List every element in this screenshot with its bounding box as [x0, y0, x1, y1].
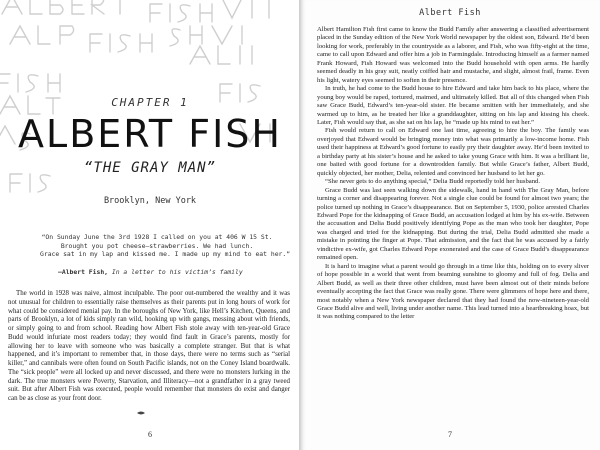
running-head: Albert Fish — [419, 8, 481, 18]
epigraph-line: Brought you pot cheese—strawberries. We had lunch. — [60, 241, 254, 250]
attribution-source: In a letter to his victim’s family — [108, 268, 243, 276]
section-end-mark — [136, 410, 146, 416]
chapter-title: ALBERT FISH — [18, 112, 282, 156]
chapter-subtitle: “THE GRAY MAN” — [83, 160, 216, 176]
epigraph — [40, 233, 291, 259]
paragraph: “She never gets to do anything special,” Delia Budd reportedly told her husband. — [325, 178, 541, 186]
paragraph: In truth, he had come to the Budd house to hire Edward and take him back to his place, where the young boy would be raped, tortured, maimed, and ultimately killed. But all of this changed when Fish saw Grace Budd, Edward’s ten-year-old sister. He became smitten with her immediately, and she warmed up to him, as he treated her like a granddaughter, sitting on his lap and kissing his cheek. Later, Fish would say that, as she sat on his lap, he “made up his mind to eat her.” — [317, 85, 589, 126]
epigraph-line: “On Sunday June the 3rd 1928 I called on you at 406 W 15 St. — [41, 233, 273, 241]
paragraph: It is hard to imagine what a parent would go through in a time like this, holding on to every sliver of hope possible in a world that went from beaming sunshine to gloomy and full of fog. Delia and Albert Budd, as well as their three other children, must have been almost out of their minds before eventually accepting the fact that Grace was really gone. There were glimmers of hope here and there, most notably when a New York newspaper declared that they had found the now-nineteen-year-old Grace Budd alive and well, living under another name. This lead turned into a heartbreaking hoax, but it was nothing compared to the letter — [317, 262, 589, 321]
paragraph: Grace Budd was last seen walking down the sidewalk, hand in hand with The Gray Man, before turning a corner and disappearing forever. Not a single clue could be found for almost two years; the police turned up nothing in Grace’s disappearance. But on September 5, 1930, police arrested Charles Edward Pope for the kidnapping of Grace Budd, an accusation lodged at him by his ex-wife. Between the accusation and Delia Budd positively identifying Pope as the man who took her daughter, Pope was charged and tried for the kidnapping. But during the trial, Delia Budd admitted she made a mistake in pointing the finger at Pope. That admission, and the fact that he was accused by a fairly vindictive ex-wife, got Charles Edward Pope exonerated and the case of Grace Budd’s disappearance remained open. — [317, 186, 589, 262]
epigraph-line: Grace sat in my lap and kissed me. I made up my mind to eat her.” — [40, 250, 291, 259]
chapter-location: Brooklyn, New York — [103, 196, 197, 206]
left-body-text — [8, 290, 290, 404]
attribution-name: —Albert Fish, — [58, 268, 109, 276]
paragraph: Fish would return to call on Edward one last time, agreeing to hire the boy. The family was overjoyed that Edward would be bringing money into what was primarily a low-income home. Fish used their happiness at Edward’s good fortune to easily pry their daughter away. He’d been invited to a birthday party at his sister’s house and he asked to take young Grace with him. It was a brilliant lie, one baited with good fortune for a downtrodden family. But while Grace’s father, Albert Budd, quickly objected, her mother, Delia, relented and convinced her husband to let her go. — [317, 127, 589, 177]
paragraph: Albert Hamilton Fish first came to know the Budd Family after answering a classified advertisement placed in the Sunday edition of the New York World newspaper by the oldest son, Edward. He’d been looking for work, preferably in the countryside as a laborer, and Fish, who was fifty-eight at the time, came to call upon Edward and offer him a job in Farmingdale. Introducing himself as a farmer named Frank Howard, Fish Howard was welcomed into the Budd household with open arms. He hardly seemed deadly in his gray suit, neatly coiffed hair and mustache, and slight, almost frail, frame. Even his light, watery eyes seemed to soften in their presence. — [317, 26, 589, 84]
epigraph-attribution — [58, 268, 288, 276]
page-number: 7 — [448, 430, 452, 439]
right-page — [300, 0, 600, 450]
right-body-text — [317, 26, 589, 322]
page-number: 6 — [148, 430, 152, 439]
chapter-label: CHAPTER 1 — [111, 96, 189, 109]
paragraph: The world in 1928 was naive, almost inculpable. The poor out-numbered the wealthy and it was not unusual for children to essentially raise themselves as their parents put in long hours of work for what could be considered menial pay. In the boroughs of New York, like Hell’s Kitchen, Queens, and parts of Brooklyn, a lot of kids simply ran wild, hooking up with gangs, messing about with friends, or simply going to and from school. Reading how Albert Fish stole away with ten-year-old Grace Budd would infuriate most readers today; they would find fault in Grace’s parents, mostly for allowing her to leave with someone who was basically a complete stranger. But that is what happened, and it’s important to remember that, in those days, there were no terms such as “serial killer,” and cannibals were often found on South Pacific islands, not on the Coney Island boardwalk. The “sick people” were all locked up and never discussed, and there were no monsters lurking in the dark. The true monsters were Poverty, Starvation, and Illiteracy—not a grandfather in a gray tweed suit. But after Albert Fish was executed, people would remember that monsters do exist and danger can be as close as your front door. — [8, 290, 290, 402]
